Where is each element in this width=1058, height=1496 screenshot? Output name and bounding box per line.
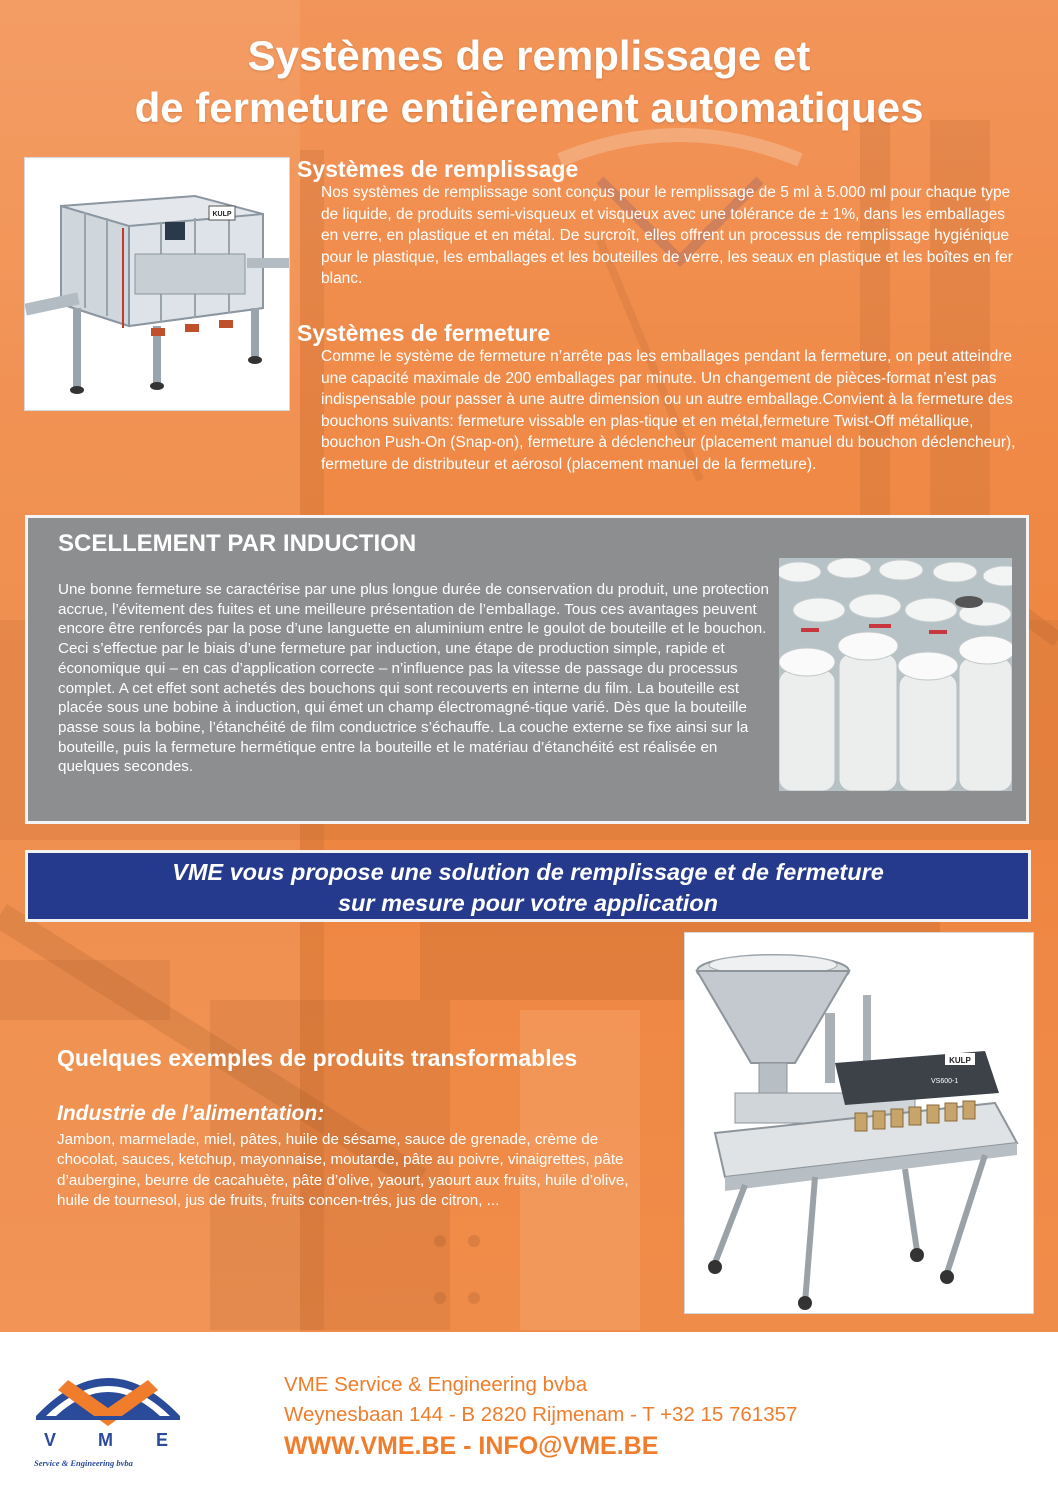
- bottles-photo: [779, 558, 1012, 791]
- filling-text: Nos systèmes de remplissage sont conçus pour le remplissage de 5 ml à 5.000 ml pour chaque type de liquide, de produits semi-visqueux et visqueux avec une tolérance de ± 1%, dans les emballages en verre, en plastique et en métal. De surcroît, elles offrent un processus de remplissage hygiénique pour le plastique, les emballages et les bouteilles de verre, les seaux en plastique et les boîtes en fer blanc.: [321, 184, 1013, 287]
- induction-sealing-box: [25, 515, 1029, 824]
- banner-line-1: VME vous propose une solution de remplissage et de fermeture: [172, 859, 884, 885]
- closing-heading: Systèmes de fermeture: [297, 320, 551, 346]
- examples-heading: Quelques exemples de produits transformables: [57, 1045, 578, 1071]
- logo-letter-v: V: [44, 1430, 57, 1450]
- footer-web-email[interactable]: WWW.VME.BE - INFO@VME.BE: [284, 1432, 659, 1460]
- page-title-line-2: de fermeture entièrement automatiques: [134, 84, 924, 131]
- solution-banner: [25, 850, 1031, 922]
- vme-logo: [30, 1350, 190, 1480]
- food-industry-subheading: Industrie de l’alimentation:: [57, 1102, 325, 1125]
- food-products-text: Jambon, marmelade, miel, pâtes, huile de sésame, sauce de grenade, crème de chocolat, sauces, ketchup, mayonnaise, moutarde, pâte au poivre, vinaigrettes, pâte d’aubergine, beurre de cacahuète, pâte d’olive, yaourt, yaourt aux fruits, huile d’olive, huile de tournesol, jus de fruits, fruits concen-trés, jus de citron, ...: [57, 1131, 629, 1209]
- white-bottles-illustration: [779, 558, 1012, 791]
- kulp-brand-label-2: KULP: [949, 1056, 971, 1065]
- filling-machine-photo: [24, 157, 290, 411]
- kulp-brand-label: KULP: [212, 211, 232, 218]
- footer: [0, 1332, 1058, 1496]
- logo-letter-m: M: [98, 1430, 113, 1450]
- filling-machine-illustration: [25, 158, 289, 410]
- footer-address: Weynesbaan 144 - B 2820 Rijmenam - T +32 15 761357: [284, 1403, 798, 1426]
- piston-filler-illustration: [685, 933, 1033, 1313]
- logo-letter-e: E: [156, 1430, 169, 1450]
- model-label: VS600-1: [931, 1078, 959, 1085]
- banner-line-2: sur mesure pour votre application: [337, 890, 718, 916]
- page-title: [0, 30, 1058, 134]
- page-title-line-1: Systèmes de remplissage et: [247, 32, 811, 79]
- footer-company: VME Service & Engineering bvba: [284, 1373, 588, 1396]
- induction-heading: SCELLEMENT PAR INDUCTION: [58, 530, 417, 557]
- vme-logo-icon: [30, 1350, 190, 1480]
- logo-tagline: Service & Engineering bvba: [34, 1458, 133, 1468]
- closing-text: Comme le système de fermeture n’arrête pas les emballages pendant la fermeture, on peut atteindre une capacité maximale de 200 emballages par minute. Un changement de pièces-format n’est pas indispensable pour passer à une autre dimension ou un autre emballage.Convient à la fermeture des bouchons suivants: fermeture vissable en plas-tique et en métal,fermeture Twist-Off métallique, bouchon Push-On (Snap-on), fermeture à déclencheur (placement manuel du bouchon déclencheur), fermeture de distributeur et aérosol (placement manuel de la fermeture).: [321, 348, 1016, 473]
- piston-filler-photo: [684, 932, 1034, 1314]
- filling-heading: Systèmes de remplissage: [297, 156, 579, 182]
- induction-text: Une bonne fermeture se caractérise par une plus longue durée de conservation du produit, une protection accrue, l’évitement des fuites et une meilleure présentation de l’emballage. Tous ces avantages peuvent encore être renforcés par la pose d’une languette en aluminium entre le goulot de bouteille et le bouchon. Ceci s’effectue par le biais d’une fermeture par induction, une étape de production simple, rapide et économique qui – en cas d’application correcte – n’influence pas la vitesse de passage du processus complet. A cet effet sont achetés des bouchons qui sont recouverts en interne du film. La bouteille est placée sous une bobine à induction, qui émet un champ électromagné-tique varié. Dès que la bouteille passe sous la bobine, l’étanchéité de film conductrice s’échauffe. La couche externe se fixe ainsi sur la bouteille, puis la fermeture hermétique entre la bouteille et le matériau d’étanchéité est réalisée en quelques secondes.: [58, 581, 769, 776]
